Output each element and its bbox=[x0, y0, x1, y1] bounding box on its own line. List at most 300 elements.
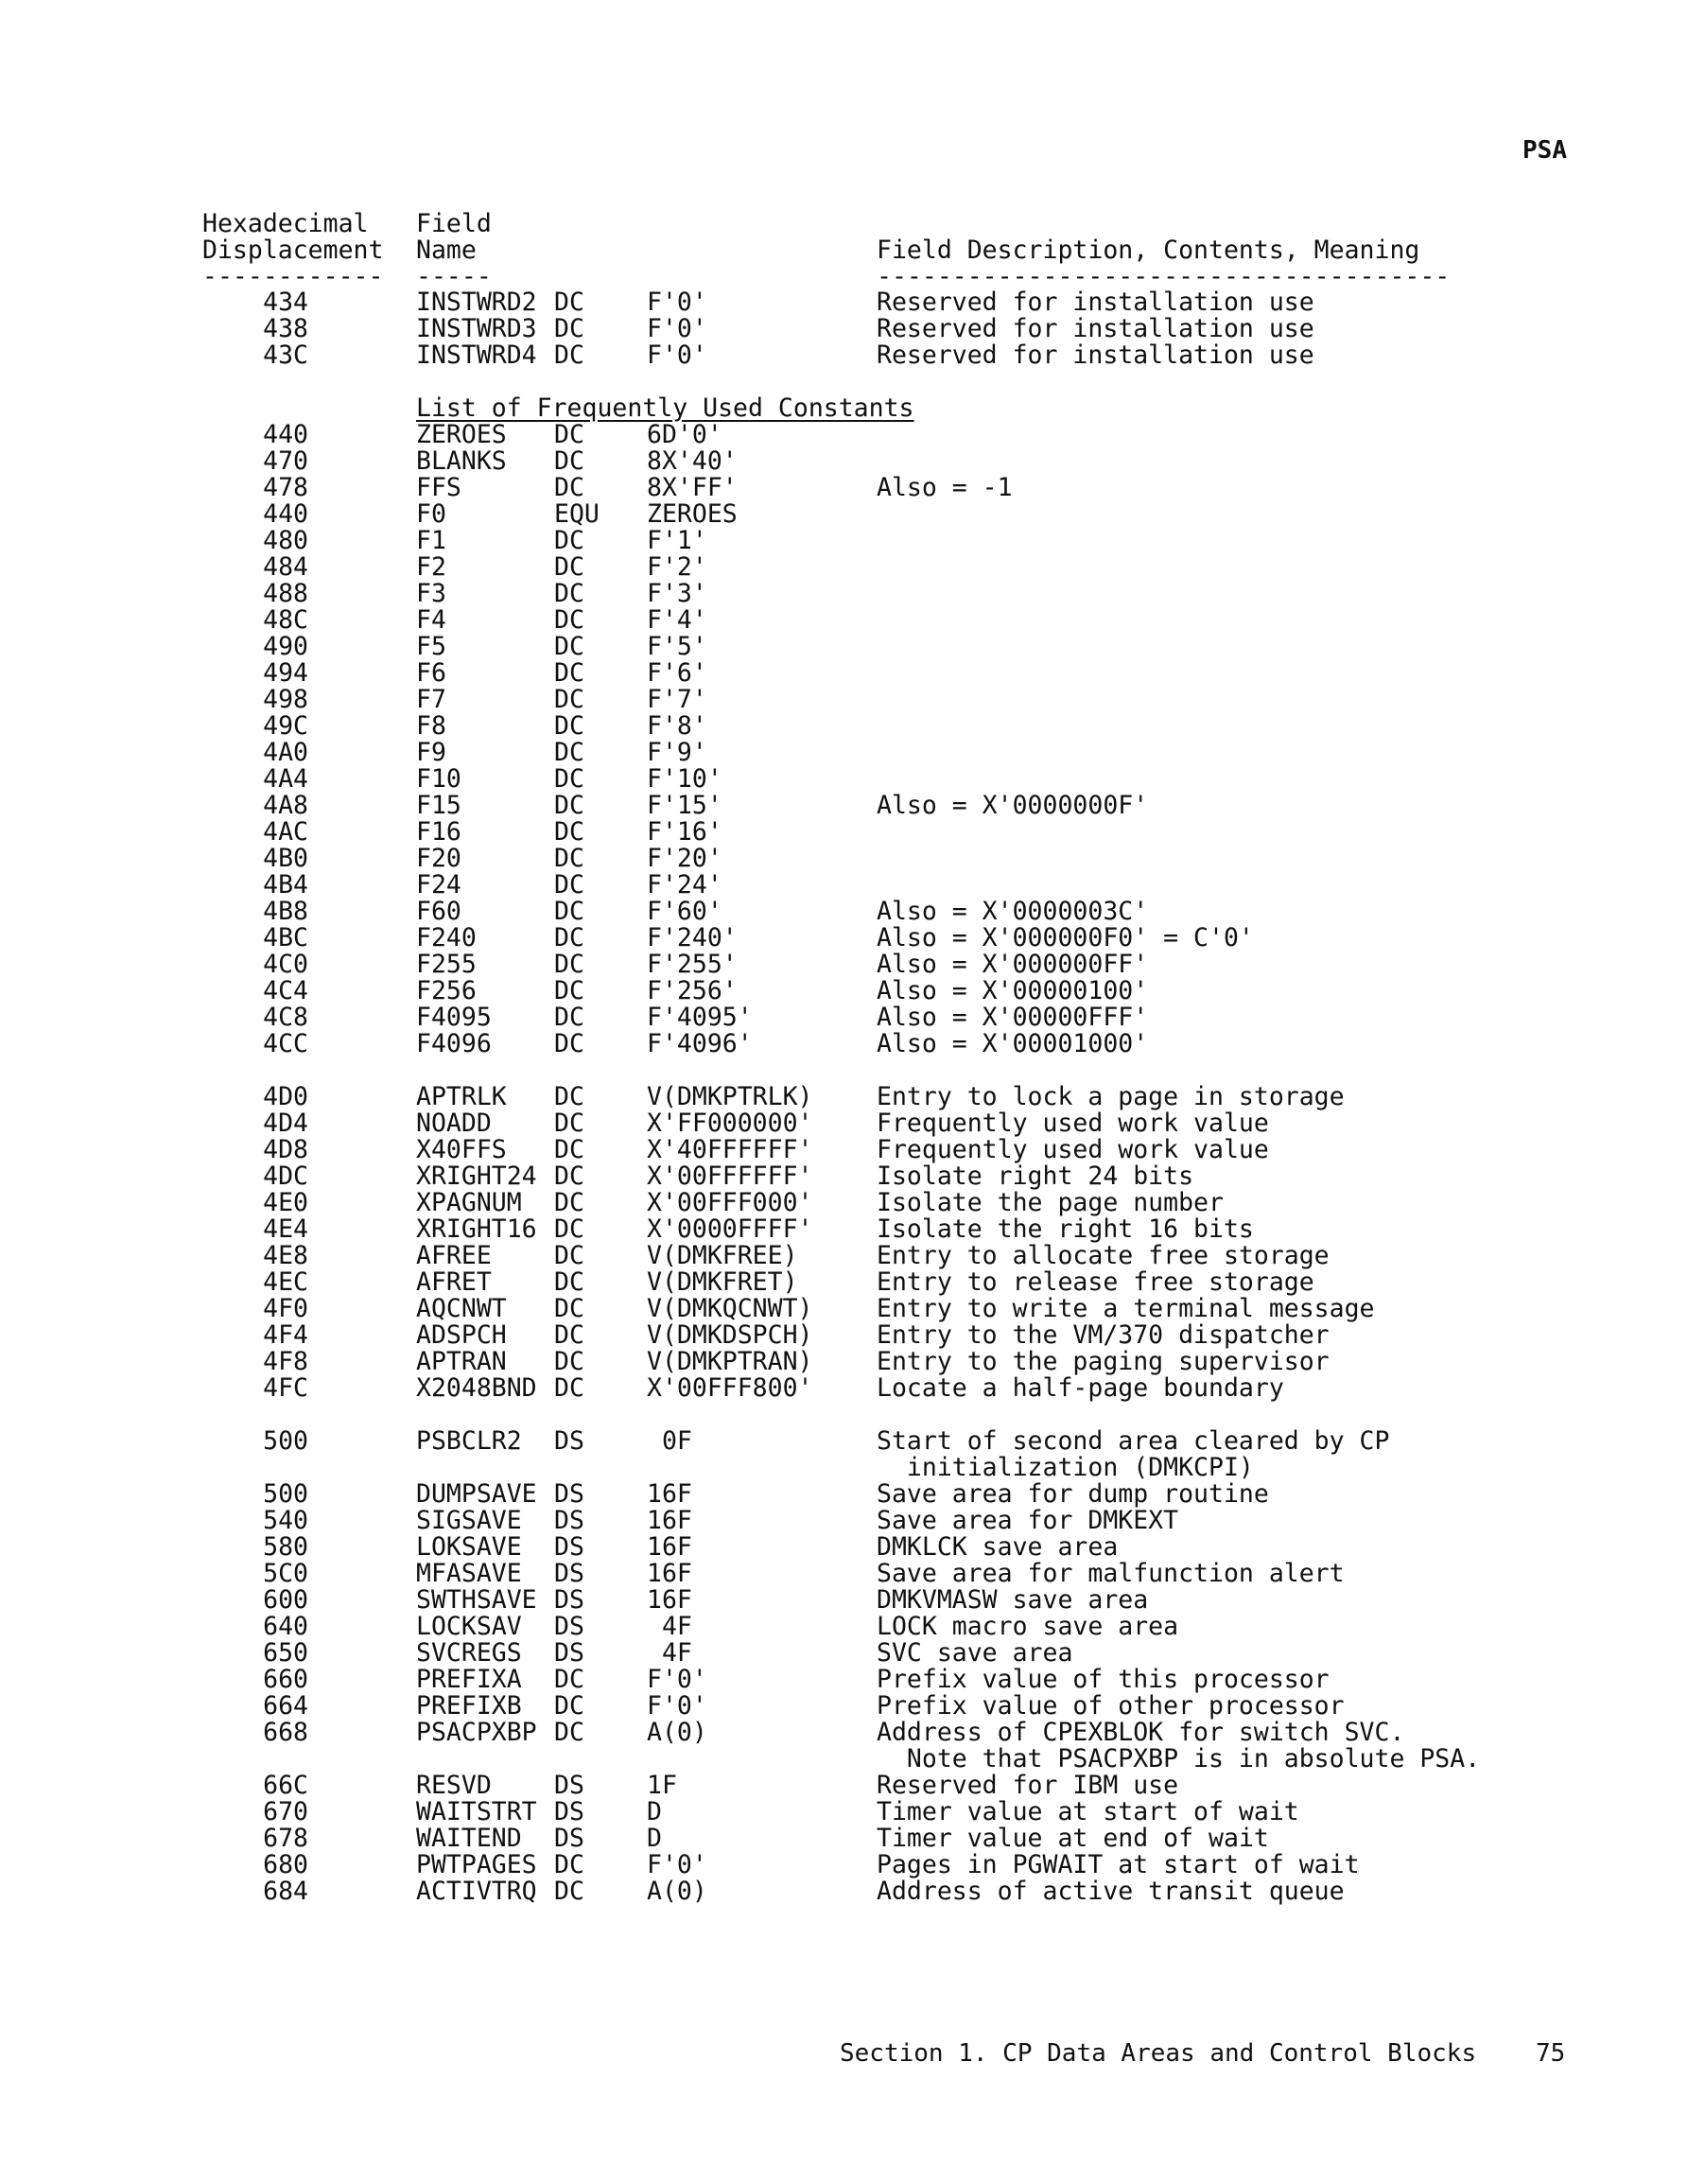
table-row bbox=[0, 1587, 1687, 1614]
cell-desc: Also = X'0000003C' bbox=[877, 897, 1149, 926]
cell-disp: 660 bbox=[263, 1665, 308, 1694]
cell-name: DUMPSAVE bbox=[416, 1479, 537, 1509]
cell-op: DC bbox=[554, 897, 584, 926]
cell-name: AFREE bbox=[416, 1241, 492, 1270]
cell-val: X'00FFF000' bbox=[647, 1188, 813, 1217]
cell-name: RESVD bbox=[416, 1771, 492, 1800]
cell-disp: 484 bbox=[263, 552, 308, 582]
column-header-hex-line2: Displacement bbox=[202, 236, 384, 265]
cell-val: F'4095' bbox=[647, 1003, 753, 1032]
cell-op: DC bbox=[554, 1347, 584, 1376]
cell-op: DS bbox=[554, 1585, 584, 1615]
cell-val: V(DMKPTRAN) bbox=[647, 1347, 813, 1376]
cell-name: F1 bbox=[416, 526, 446, 555]
cell-disp: 4C8 bbox=[263, 1003, 308, 1032]
cell-disp: 540 bbox=[263, 1506, 308, 1535]
cell-disp: 488 bbox=[263, 579, 308, 608]
cell-disp: 480 bbox=[263, 526, 308, 555]
cell-name: INSTWRD4 bbox=[416, 341, 537, 370]
cell-disp: 668 bbox=[263, 1718, 308, 1747]
cell-op: DC bbox=[554, 288, 584, 317]
cell-op: DC bbox=[554, 1877, 584, 1906]
table-row bbox=[0, 289, 1687, 316]
cell-val: F'60' bbox=[647, 897, 722, 926]
cell-op: DS bbox=[554, 1771, 584, 1800]
cell-desc: Entry to allocate free storage bbox=[877, 1241, 1330, 1270]
table-row bbox=[0, 766, 1687, 793]
cell-name: PWTPAGES bbox=[416, 1850, 537, 1879]
cell-disp: 4BC bbox=[263, 923, 308, 952]
cell-disp: 500 bbox=[263, 1426, 308, 1456]
cell-name: F4096 bbox=[416, 1029, 492, 1058]
cell-desc: DMKVMASW save area bbox=[877, 1585, 1149, 1615]
cell-disp: 4CC bbox=[263, 1029, 308, 1058]
cell-op: DC bbox=[554, 526, 584, 555]
cell-name: ACTIVTRQ bbox=[416, 1877, 537, 1906]
cell-val: V(DMKDSPCH) bbox=[647, 1320, 813, 1350]
cell-desc: Locate a half-page boundary bbox=[877, 1373, 1284, 1403]
table-row bbox=[0, 925, 1687, 952]
cell-disp: 440 bbox=[263, 420, 308, 449]
cell-op: DS bbox=[554, 1426, 584, 1456]
cell-name: AFRET bbox=[416, 1267, 492, 1297]
table-row bbox=[0, 1640, 1687, 1667]
cell-op: DS bbox=[554, 1638, 584, 1668]
cell-disp: 4A8 bbox=[263, 791, 308, 820]
column-header-hex-line1: Hexadecimal bbox=[202, 209, 369, 238]
cell-name: FFS bbox=[416, 473, 461, 502]
cell-desc: Also = X'00000FFF' bbox=[877, 1003, 1149, 1032]
cell-name: PSACPXBP bbox=[416, 1718, 537, 1747]
cell-val: F'240' bbox=[647, 923, 738, 952]
cell-val: 0F bbox=[647, 1426, 692, 1456]
cell-disp: 4C4 bbox=[263, 976, 308, 1005]
cell-name: LOCKSAV bbox=[416, 1612, 522, 1641]
table-row bbox=[0, 1852, 1687, 1878]
cell-op: DC bbox=[554, 1135, 584, 1164]
cell-val: D bbox=[647, 1797, 662, 1826]
section-title: List of Frequently Used Constants bbox=[416, 393, 914, 423]
cell-desc: Entry to release free storage bbox=[877, 1267, 1314, 1297]
cell-disp: 4B8 bbox=[263, 897, 308, 926]
cell-disp: 664 bbox=[263, 1691, 308, 1721]
cell-op: DC bbox=[554, 1294, 584, 1323]
cell-val: V(DMKFREE) bbox=[647, 1241, 798, 1270]
cell-op: DC bbox=[554, 764, 584, 794]
cell-name: INSTWRD3 bbox=[416, 314, 537, 343]
cell-disp: 434 bbox=[263, 288, 308, 317]
cell-op: DC bbox=[554, 1214, 584, 1244]
cell-disp: 650 bbox=[263, 1638, 308, 1668]
table-row bbox=[0, 872, 1687, 899]
table-row bbox=[0, 793, 1687, 819]
cell-val: V(DMKFRET) bbox=[647, 1267, 798, 1297]
cell-val: 16F bbox=[647, 1479, 692, 1509]
cell-disp: 490 bbox=[263, 632, 308, 661]
cell-disp: 4E8 bbox=[263, 1241, 308, 1270]
cell-name: F15 bbox=[416, 791, 461, 820]
cell-op: DC bbox=[554, 1162, 584, 1191]
page-number: 75 bbox=[1536, 2039, 1566, 2068]
cell-op: DS bbox=[554, 1797, 584, 1826]
cell-disp: 49C bbox=[263, 711, 308, 741]
cell-disp: 4DC bbox=[263, 1162, 308, 1191]
cell-desc: Also = X'000000F0' = C'0' bbox=[877, 923, 1254, 952]
cell-val: A(0) bbox=[647, 1718, 707, 1747]
table-row bbox=[0, 1826, 1687, 1852]
cell-desc: Start of second area cleared by CP initialization (DMKCPI) bbox=[877, 1426, 1390, 1482]
cell-op: DS bbox=[554, 1532, 584, 1562]
cell-op: DC bbox=[554, 1082, 584, 1111]
cell-op: DS bbox=[554, 1824, 584, 1853]
cell-name: F4095 bbox=[416, 1003, 492, 1032]
cell-op: DC bbox=[554, 685, 584, 714]
cell-op: DC bbox=[554, 446, 584, 476]
cell-val: F'0' bbox=[647, 314, 707, 343]
table-row bbox=[0, 1481, 1687, 1508]
table-row bbox=[0, 1799, 1687, 1826]
cell-disp: 600 bbox=[263, 1585, 308, 1615]
cell-op: DC bbox=[554, 1850, 584, 1879]
cell-val: F'255' bbox=[647, 950, 738, 979]
cell-name: NOADD bbox=[416, 1109, 492, 1138]
table-row bbox=[0, 634, 1687, 660]
cell-op: DC bbox=[554, 552, 584, 582]
table-row bbox=[0, 687, 1687, 713]
cell-val: 6D'0' bbox=[647, 420, 722, 449]
cell-disp: 4F4 bbox=[263, 1320, 308, 1350]
cell-op: DC bbox=[554, 844, 584, 873]
cell-name: F5 bbox=[416, 632, 446, 661]
cell-name: XRIGHT24 bbox=[416, 1162, 537, 1191]
cell-op: DC bbox=[554, 1718, 584, 1747]
cell-val: F'0' bbox=[647, 341, 707, 370]
table-row bbox=[0, 1561, 1687, 1587]
table-row bbox=[0, 952, 1687, 978]
column-header-field-line2: Name bbox=[416, 236, 477, 265]
cell-op: DC bbox=[554, 579, 584, 608]
cell-disp: 670 bbox=[263, 1797, 308, 1826]
table-row bbox=[0, 1243, 1687, 1269]
cell-disp: 4FC bbox=[263, 1373, 308, 1403]
cell-op: DS bbox=[554, 1559, 584, 1588]
cell-disp: 4E0 bbox=[263, 1188, 308, 1217]
cell-name: AQCNWT bbox=[416, 1294, 507, 1323]
cell-val: 16F bbox=[647, 1506, 692, 1535]
cell-val: F'7' bbox=[647, 685, 707, 714]
cell-op: DC bbox=[554, 1665, 584, 1694]
cell-desc: Prefix value of this processor bbox=[877, 1665, 1330, 1694]
table-row bbox=[0, 1269, 1687, 1296]
table-row bbox=[0, 1693, 1687, 1720]
cell-name: F6 bbox=[416, 658, 446, 688]
cell-desc: LOCK macro save area bbox=[877, 1612, 1179, 1641]
cell-val: 8X'40' bbox=[647, 446, 738, 476]
cell-val: F'0' bbox=[647, 288, 707, 317]
cell-val: F'15' bbox=[647, 791, 722, 820]
cell-desc: Isolate the page number bbox=[877, 1188, 1224, 1217]
cell-name: F256 bbox=[416, 976, 477, 1005]
cell-op: DC bbox=[554, 976, 584, 1005]
cell-val: F'2' bbox=[647, 552, 707, 582]
table-row bbox=[0, 1005, 1687, 1031]
table-row bbox=[0, 607, 1687, 634]
cell-desc: Reserved for installation use bbox=[877, 341, 1314, 370]
cell-disp: 4D0 bbox=[263, 1082, 308, 1111]
cell-name: F0 bbox=[416, 499, 446, 529]
cell-disp: 4D4 bbox=[263, 1109, 308, 1138]
cell-desc: Save area for dump routine bbox=[877, 1479, 1269, 1509]
cell-op: DC bbox=[554, 314, 584, 343]
cell-disp: 66C bbox=[263, 1771, 308, 1800]
table-row bbox=[0, 1718, 1687, 1773]
column-header-field-line1: Field bbox=[416, 209, 492, 238]
table-row bbox=[0, 448, 1687, 475]
table-row bbox=[0, 1031, 1687, 1057]
cell-val: F'0' bbox=[647, 1850, 707, 1879]
cell-op: DC bbox=[554, 950, 584, 979]
table-row bbox=[0, 1878, 1687, 1905]
cell-disp: 4B0 bbox=[263, 844, 308, 873]
cell-op: DC bbox=[554, 605, 584, 635]
cell-disp: 580 bbox=[263, 1532, 308, 1562]
cell-op: DC bbox=[554, 817, 584, 847]
cell-disp: 440 bbox=[263, 499, 308, 529]
cell-op: DS bbox=[554, 1612, 584, 1641]
table-row bbox=[0, 1190, 1687, 1216]
cell-disp: 4B4 bbox=[263, 870, 308, 900]
cell-desc: Timer value at start of wait bbox=[877, 1797, 1299, 1826]
cell-name: X2048BND bbox=[416, 1373, 537, 1403]
cell-disp: 498 bbox=[263, 685, 308, 714]
table-row bbox=[0, 1296, 1687, 1322]
cell-op: DC bbox=[554, 341, 584, 370]
cell-name: F2 bbox=[416, 552, 446, 582]
cell-desc: SVC save area bbox=[877, 1638, 1073, 1668]
cell-val: X'0000FFFF' bbox=[647, 1214, 813, 1244]
cell-disp: 678 bbox=[263, 1824, 308, 1853]
cell-name: ZEROES bbox=[416, 420, 507, 449]
cell-name: F9 bbox=[416, 738, 446, 767]
table-row bbox=[0, 501, 1687, 528]
cell-disp: 478 bbox=[263, 473, 308, 502]
cell-val: A(0) bbox=[647, 1877, 707, 1906]
cell-op: DC bbox=[554, 1188, 584, 1217]
cell-name: F10 bbox=[416, 764, 461, 794]
cell-name: F20 bbox=[416, 844, 461, 873]
cell-val: F'9' bbox=[647, 738, 707, 767]
cell-desc: Entry to lock a page in storage bbox=[877, 1082, 1345, 1111]
cell-name: XPAGNUM bbox=[416, 1188, 522, 1217]
cell-val: ZEROES bbox=[647, 499, 738, 529]
cell-name: SWTHSAVE bbox=[416, 1585, 537, 1615]
table-row bbox=[0, 1773, 1687, 1799]
cell-op: DC bbox=[554, 632, 584, 661]
cell-desc: Address of CPEXBLOK for switch SVC. Note that PSACPXBP is in absolute PSA. bbox=[877, 1718, 1481, 1773]
table-row bbox=[0, 1110, 1687, 1137]
table-row bbox=[0, 1084, 1687, 1110]
cell-name: F255 bbox=[416, 950, 477, 979]
cell-val: F'4' bbox=[647, 605, 707, 635]
cell-val: F'20' bbox=[647, 844, 722, 873]
cell-name: PREFIXB bbox=[416, 1691, 522, 1721]
cell-disp: 640 bbox=[263, 1612, 308, 1641]
table-row bbox=[0, 1349, 1687, 1375]
table-row bbox=[0, 1163, 1687, 1190]
cell-disp: 48C bbox=[263, 605, 308, 635]
cell-desc: Prefix value of other processor bbox=[877, 1691, 1345, 1721]
cell-val: F'24' bbox=[647, 870, 722, 900]
cell-desc: Reserved for IBM use bbox=[877, 1771, 1179, 1800]
cell-val: X'40FFFFFF' bbox=[647, 1135, 813, 1164]
cell-disp: 680 bbox=[263, 1850, 308, 1879]
cell-disp: 4F0 bbox=[263, 1294, 308, 1323]
page-header: PSA bbox=[1522, 136, 1567, 165]
cell-name: PSBCLR2 bbox=[416, 1426, 522, 1456]
cell-val: F'5' bbox=[647, 632, 707, 661]
cell-val: F'10' bbox=[647, 764, 722, 794]
cell-op: DC bbox=[554, 1320, 584, 1350]
cell-desc: Pages in PGWAIT at start of wait bbox=[877, 1850, 1360, 1879]
cell-name: F7 bbox=[416, 685, 446, 714]
cell-disp: 494 bbox=[263, 658, 308, 688]
cell-val: F'0' bbox=[647, 1691, 707, 1721]
cell-op: DC bbox=[554, 923, 584, 952]
cell-desc: Frequently used work value bbox=[877, 1109, 1269, 1138]
cell-name: XRIGHT16 bbox=[416, 1214, 537, 1244]
cell-val: F'0' bbox=[647, 1665, 707, 1694]
cell-name: F24 bbox=[416, 870, 461, 900]
table-row bbox=[0, 713, 1687, 740]
cell-val: X'00FFF800' bbox=[647, 1373, 813, 1403]
table-row bbox=[0, 740, 1687, 766]
cell-op: DC bbox=[554, 1003, 584, 1032]
cell-desc: Entry to the VM/370 dispatcher bbox=[877, 1320, 1330, 1350]
cell-val: 4F bbox=[647, 1638, 692, 1668]
cell-disp: 684 bbox=[263, 1877, 308, 1906]
cell-name: WAITEND bbox=[416, 1824, 522, 1853]
cell-desc: Timer value at end of wait bbox=[877, 1824, 1269, 1853]
cell-disp: 4A4 bbox=[263, 764, 308, 794]
cell-op: DC bbox=[554, 1373, 584, 1403]
table-row bbox=[0, 978, 1687, 1005]
table-row bbox=[0, 846, 1687, 872]
cell-name: INSTWRD2 bbox=[416, 288, 537, 317]
cell-val: 4F bbox=[647, 1612, 692, 1641]
table-row bbox=[0, 475, 1687, 501]
cell-op: DC bbox=[554, 1267, 584, 1297]
cell-op: DC bbox=[554, 1109, 584, 1138]
footer-section-title: Section 1. CP Data Areas and Control Blocks bbox=[840, 2039, 1477, 2068]
cell-op: DS bbox=[554, 1479, 584, 1509]
cell-desc: Frequently used work value bbox=[877, 1135, 1269, 1164]
cell-op: DS bbox=[554, 1506, 584, 1535]
cell-disp: 4F8 bbox=[263, 1347, 308, 1376]
table-row bbox=[0, 581, 1687, 607]
cell-name: LOKSAVE bbox=[416, 1532, 522, 1562]
cell-disp: 5C0 bbox=[263, 1559, 308, 1588]
cell-op: DC bbox=[554, 1691, 584, 1721]
column-header-description: Field Description, Contents, Meaning bbox=[877, 236, 1420, 265]
cell-disp: 4AC bbox=[263, 817, 308, 847]
cell-val: V(DMKPTRLK) bbox=[647, 1082, 813, 1111]
cell-val: 1F bbox=[647, 1771, 677, 1800]
cell-name: WAITSTRT bbox=[416, 1797, 537, 1826]
table-row bbox=[0, 554, 1687, 581]
cell-name: F60 bbox=[416, 897, 461, 926]
cell-disp: 4E4 bbox=[263, 1214, 308, 1244]
cell-name: F16 bbox=[416, 817, 461, 847]
cell-disp: 4EC bbox=[263, 1267, 308, 1297]
column-rule-hex: ------------ bbox=[202, 262, 384, 291]
cell-disp: 4D8 bbox=[263, 1135, 308, 1164]
cell-op: DC bbox=[554, 658, 584, 688]
cell-name: F4 bbox=[416, 605, 446, 635]
cell-desc: Address of active transit queue bbox=[877, 1877, 1345, 1906]
table-row bbox=[0, 1137, 1687, 1163]
table-row bbox=[0, 1375, 1687, 1402]
cell-desc: Entry to the paging supervisor bbox=[877, 1347, 1330, 1376]
cell-op: DC bbox=[554, 791, 584, 820]
cell-op: DC bbox=[554, 711, 584, 741]
cell-val: V(DMKQCNWT) bbox=[647, 1294, 813, 1323]
table-row bbox=[0, 342, 1687, 369]
cell-op: DC bbox=[554, 473, 584, 502]
cell-name: ADSPCH bbox=[416, 1320, 507, 1350]
cell-val: F'16' bbox=[647, 817, 722, 847]
cell-name: PREFIXA bbox=[416, 1665, 522, 1694]
cell-desc: Isolate the right 16 bits bbox=[877, 1214, 1254, 1244]
cell-name: BLANKS bbox=[416, 446, 507, 476]
cell-desc: Also = X'000000FF' bbox=[877, 950, 1149, 979]
column-rule-description: -------------------------------------- bbox=[877, 262, 1451, 291]
table-row bbox=[0, 899, 1687, 925]
cell-desc: Also = X'00001000' bbox=[877, 1029, 1149, 1058]
table-row bbox=[0, 819, 1687, 846]
table-row bbox=[0, 1322, 1687, 1349]
cell-desc: Also = X'0000000F' bbox=[877, 791, 1149, 820]
cell-desc: Reserved for installation use bbox=[877, 314, 1314, 343]
cell-val: F'1' bbox=[647, 526, 707, 555]
cell-disp: 470 bbox=[263, 446, 308, 476]
cell-val: 16F bbox=[647, 1532, 692, 1562]
table-row bbox=[0, 1216, 1687, 1243]
cell-disp: 43C bbox=[263, 341, 308, 370]
cell-name: SIGSAVE bbox=[416, 1506, 522, 1535]
cell-val: F'4096' bbox=[647, 1029, 753, 1058]
cell-name: X40FFS bbox=[416, 1135, 507, 1164]
table-row bbox=[0, 1614, 1687, 1640]
cell-op: DC bbox=[554, 420, 584, 449]
cell-desc: Save area for malfunction alert bbox=[877, 1559, 1345, 1588]
cell-desc: Reserved for installation use bbox=[877, 288, 1314, 317]
table-row bbox=[0, 660, 1687, 687]
cell-val: 16F bbox=[647, 1559, 692, 1588]
cell-op: DC bbox=[554, 870, 584, 900]
cell-val: 16F bbox=[647, 1585, 692, 1615]
cell-val: X'00FFFFFF' bbox=[647, 1162, 813, 1191]
cell-val: 8X'FF' bbox=[647, 473, 738, 502]
cell-val: X'FF000000' bbox=[647, 1109, 813, 1138]
table-row bbox=[0, 422, 1687, 448]
cell-disp: 438 bbox=[263, 314, 308, 343]
cell-desc: Also = X'00000100' bbox=[877, 976, 1149, 1005]
cell-op: DC bbox=[554, 1029, 584, 1058]
cell-desc: Entry to write a terminal message bbox=[877, 1294, 1375, 1323]
cell-disp: 4A0 bbox=[263, 738, 308, 767]
table-row bbox=[0, 1508, 1687, 1534]
cell-val: D bbox=[647, 1824, 662, 1853]
